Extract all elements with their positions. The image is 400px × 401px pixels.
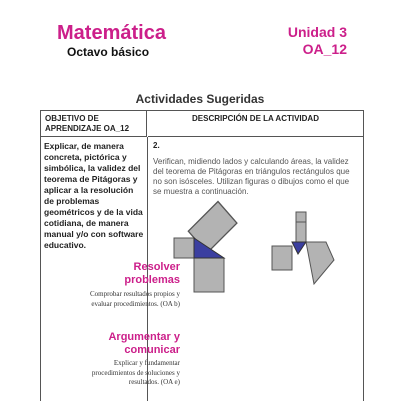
skill-desc-resolver: Comprobar resultados propios y evaluar procedimientos. (OA b): [89, 290, 180, 308]
pythagoras-figures: [170, 192, 350, 302]
leg-square-large-1: [194, 258, 224, 292]
activity-text: Verifican, midiendo lados y calculando áreas, la validez del teorema de Pitágoras en triángulos rectángulos que no son isósceles. Utilizan figuras o dibujos como el que se muestra a continuación.: [153, 157, 350, 196]
skill-desc-argumentar: Explicar y fundamentar procedimientos de soluciones y resultados. (OA e): [91, 359, 180, 386]
header-left: [57, 22, 166, 60]
unit-label: Unidad 3: [287, 24, 347, 40]
triangle-2: [292, 242, 306, 254]
header-activity: DESCRIPCIÓN DE LA ACTIVIDAD: [148, 111, 363, 137]
side-square-2: [296, 222, 306, 242]
pythagoras-figure-1: [174, 202, 237, 293]
section-title: Actividades Sugeridas: [135, 92, 265, 106]
skill-title-resolver: Resolver problemas: [124, 261, 180, 286]
activity-number: 2.: [153, 141, 160, 150]
subject-title: Matemática: [57, 22, 166, 44]
objective-text: Explicar, de manera concreta, pictórica y simbólica, la validez del teorema de Pitágoras y aplicar a la resolución de problemas geométricos y de la vida cotidiana, de manera manual y/o con software educativo.: [44, 141, 144, 250]
leg-square-small-2: [296, 212, 306, 222]
grade-label: Octavo básico: [67, 45, 150, 59]
skill-title-argumentar: Argumentar y comunicar: [108, 331, 180, 356]
leg-square-left-2: [272, 246, 292, 270]
pythagoras-figure-2: [272, 212, 334, 284]
hypotenuse-square-2: [306, 242, 334, 284]
header-right: [288, 24, 347, 58]
header-objective: OBJETIVO DE APRENDIZAJE OA_12: [41, 111, 147, 137]
oa-label: OA_12: [302, 41, 347, 57]
leg-square-small-1: [174, 238, 194, 258]
